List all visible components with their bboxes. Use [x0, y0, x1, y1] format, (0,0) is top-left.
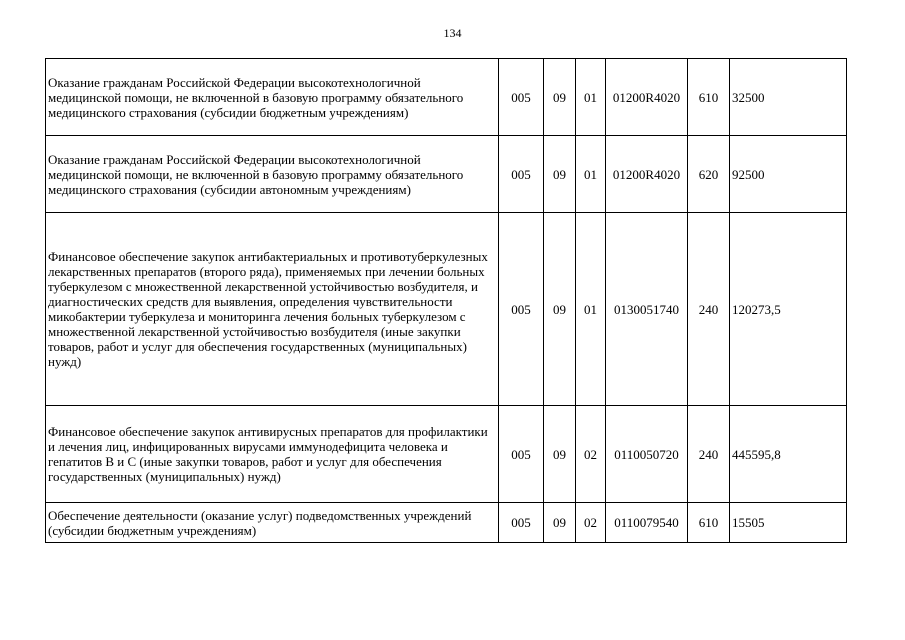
table-row: [46, 406, 847, 503]
row-grbs-code: 005: [499, 503, 544, 543]
row-target-article-code: 01200R4020: [606, 136, 688, 213]
row-subsection-code: 01: [576, 136, 606, 213]
row-description: Оказание гражданам Российской Федерации высокотехнологичной медицинской помощи, не включенной в базовую программу обязательного медицинского страхования (субсидии бюджетным учреждениям): [46, 59, 499, 136]
row-grbs-code: 005: [499, 406, 544, 503]
row-grbs-code: 005: [499, 59, 544, 136]
row-description: Финансовое обеспечение закупок антибактериальных и противотуберкулезных лекарственных препаратов (второго ряда), применяемых при лечении больных туберкулезом с множественной лекарственной устойчивостью возбудителя, и диагностических средств для выявления, определения чувствительности микобактерии туберкулеза и мониторинга лечения больных туберкулезом с множественной лекарственной устойчивостью возбудителя (иные закупки товаров, работ и услуг для обеспечения государственных (муниципальных) нужд): [46, 213, 499, 406]
row-amount: 32500: [730, 59, 847, 136]
row-target-article-code: 01200R4020: [606, 59, 688, 136]
row-expense-type-code: 240: [688, 406, 730, 503]
row-amount: 120273,5: [730, 213, 847, 406]
row-description: Оказание гражданам Российской Федерации высокотехнологичной медицинской помощи, не включенной в базовую программу обязательного медицинского страхования (субсидии автономным учреждениям): [46, 136, 499, 213]
page-number: 134: [443, 26, 462, 40]
row-amount: 15505: [730, 503, 847, 543]
table-row: [46, 136, 847, 213]
row-target-article-code: 0110079540: [606, 503, 688, 543]
table-row: [46, 213, 847, 406]
row-section-code: 09: [544, 503, 576, 543]
row-target-article-code: 0110050720: [606, 406, 688, 503]
row-description: Финансовое обеспечение закупок антивирусных препаратов для профилактики и лечения лиц, инфицированных вирусами иммунодефицита человека и гепатитов В и С (иные закупки товаров, работ и услуг для обеспечения государственных (муниципальных) нужд): [46, 406, 499, 503]
row-subsection-code: 01: [576, 59, 606, 136]
row-subsection-code: 02: [576, 503, 606, 543]
row-expense-type-code: 240: [688, 213, 730, 406]
budget-table: [45, 58, 847, 543]
row-grbs-code: 005: [499, 136, 544, 213]
row-expense-type-code: 610: [688, 503, 730, 543]
row-amount: 445595,8: [730, 406, 847, 503]
row-section-code: 09: [544, 406, 576, 503]
row-expense-type-code: 620: [688, 136, 730, 213]
row-description: Обеспечение деятельности (оказание услуг) подведомственных учреждений (субсидии бюджетным учреждениям): [46, 503, 499, 543]
row-section-code: 09: [544, 136, 576, 213]
table-row: [46, 59, 847, 136]
row-amount: 92500: [730, 136, 847, 213]
table-row: [46, 503, 847, 543]
row-subsection-code: 01: [576, 213, 606, 406]
row-subsection-code: 02: [576, 406, 606, 503]
row-section-code: 09: [544, 59, 576, 136]
row-grbs-code: 005: [499, 213, 544, 406]
row-section-code: 09: [544, 213, 576, 406]
row-expense-type-code: 610: [688, 59, 730, 136]
row-target-article-code: 0130051740: [606, 213, 688, 406]
